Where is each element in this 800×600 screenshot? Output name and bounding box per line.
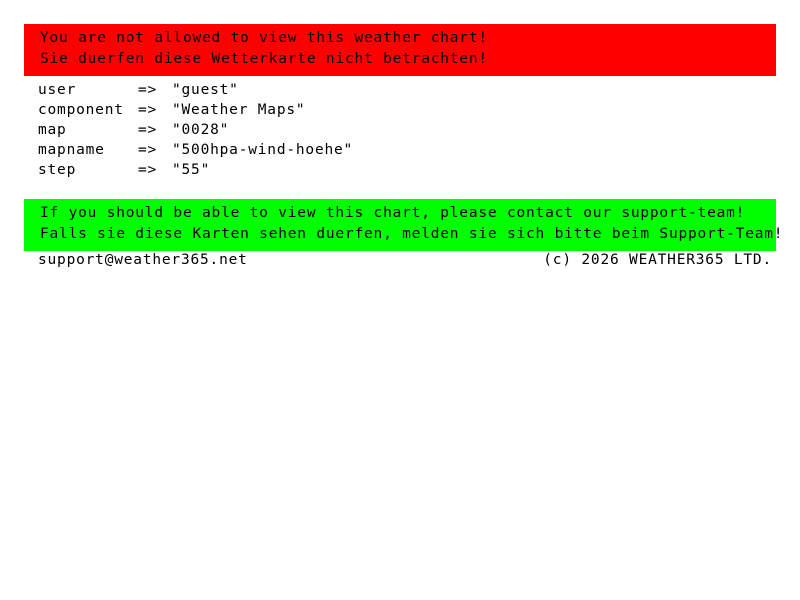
detail-value-map: "0028"	[172, 122, 230, 138]
detail-key-map: map	[38, 122, 67, 138]
detail-key-component: component	[38, 102, 124, 118]
detail-arrow: =>	[138, 142, 158, 158]
table-row	[38, 140, 353, 160]
detail-value-component: "Weather Maps"	[172, 102, 306, 118]
detail-value-mapname: "500hpa-wind-hoehe"	[172, 142, 354, 158]
copyright-notice: (c) 2026 WEATHER365 LTD.	[543, 252, 772, 268]
table-row	[38, 120, 353, 140]
detail-key-step: step	[38, 162, 77, 178]
detail-arrow: =>	[138, 102, 158, 118]
support-email-link[interactable]: support@weather365.net	[38, 252, 248, 268]
detail-arrow: =>	[138, 82, 158, 98]
footer	[38, 250, 772, 270]
detail-value-step: "55"	[172, 162, 211, 178]
support-banner	[24, 199, 784, 251]
detail-key-user: user	[38, 82, 77, 98]
detail-arrow: =>	[138, 122, 158, 138]
detail-arrow: =>	[138, 162, 158, 178]
table-row	[38, 80, 353, 100]
table-row	[38, 100, 353, 120]
support-message-english: If you should be able to view this chart, please contact our support-team!	[40, 205, 746, 221]
detail-key-mapname: mapname	[38, 142, 105, 158]
request-details-table	[38, 80, 353, 180]
error-message-german: Sie duerfen diese Wetterkarte nicht betrachten!	[40, 51, 488, 67]
table-row	[38, 160, 353, 180]
support-message-german: Falls sie diese Karten sehen duerfen, melden sie sich bitte beim Support-Team!	[40, 226, 784, 242]
error-message-english: You are not allowed to view this weather chart!	[40, 30, 488, 46]
error-banner	[24, 24, 776, 76]
detail-value-user: "guest"	[172, 82, 239, 98]
